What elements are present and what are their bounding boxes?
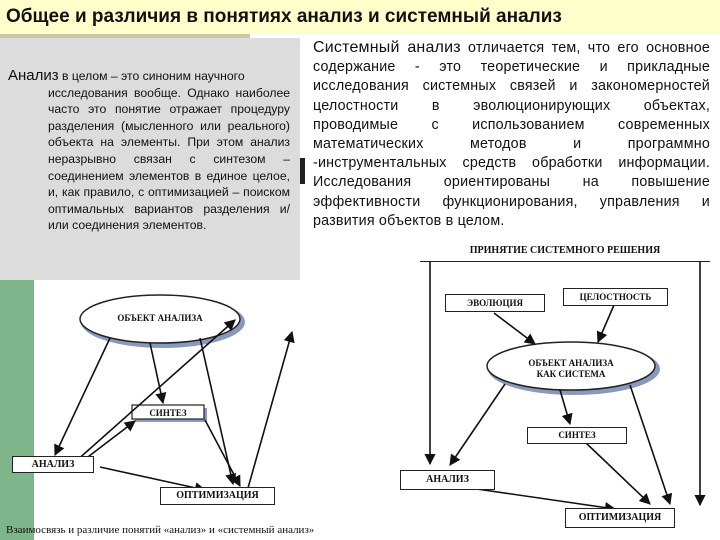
arrow-object-to-synthesis: [560, 390, 570, 424]
arrow-object-to-analysis: [450, 384, 505, 465]
left-analysis-box: АНАЛИЗ: [12, 456, 94, 473]
analysis-term: Анализ: [8, 67, 59, 84]
arrow-optimization-to-object: [248, 332, 292, 488]
arrow-object-to-optimization: [630, 385, 670, 504]
figure-caption: Взаимосвязь и различие понятий «анализ» и «системный анализ»: [6, 524, 315, 536]
arrow-synthesis-to-optimization: [205, 420, 240, 486]
left-optimization-box: ОПТИМИЗАЦИЯ: [160, 487, 275, 505]
system-analysis-body: отличается тем, что его основное содержание - это теоретические и прикладные исследования системных связей и закономерностей целостности в эволюционирующих объектах, проводимые с использованием современных математических методов и программно -инструментальных средств обработки информации. Исследования ориентированы на повышение эффективности функционирования, управления и развития объектов в целом.: [313, 40, 711, 229]
right-analysis-box: АНАЛИЗ: [400, 470, 495, 490]
arrow-integrity-to-object: [598, 305, 614, 342]
evolution-box: ЭВОЛЮЦИЯ: [445, 294, 545, 312]
arrow-analysis-to-optimization: [470, 488, 615, 509]
slide-title: Общее и различия в понятиях анализ и системный анализ: [6, 6, 562, 27]
arrow-evolution-to-object: [494, 313, 535, 344]
integrity-box: ЦЕЛОСТНОСТЬ: [563, 288, 668, 306]
system-analysis-term: Системный анализ: [313, 39, 461, 56]
right-synthesis-box: СИНТЕЗ: [527, 427, 627, 444]
right-optimization-box: ОПТИМИЗАЦИЯ: [565, 508, 675, 528]
analysis-body: исследования вообще. Однако наиболее часто это понятие отражает процедуру разделения (мысленного или реального) объекта на элементы. При этом анализ неразрывно связан с синтезом – соединением элементов в единое целое, и, как правило, с оптимизацией – поиском оптимальных вариантов разделения и/или соединения элементов.: [48, 85, 290, 233]
left-object-label: ОБЪЕКТ АНАЛИЗА: [117, 313, 203, 323]
arrow-synthesis-to-optimization: [585, 442, 650, 504]
left-synthesis-label: СИНТЕЗ: [149, 408, 187, 418]
analysis-first-line: в целом – это синоним научного: [58, 69, 245, 83]
right-object-label: ОБЪЕКТ АНАЛИЗА КАК СИСТЕМА: [528, 358, 614, 379]
decision-box: ПРИНЯТИЕ СИСТЕМНОГО РЕШЕНИЯ: [420, 241, 710, 262]
